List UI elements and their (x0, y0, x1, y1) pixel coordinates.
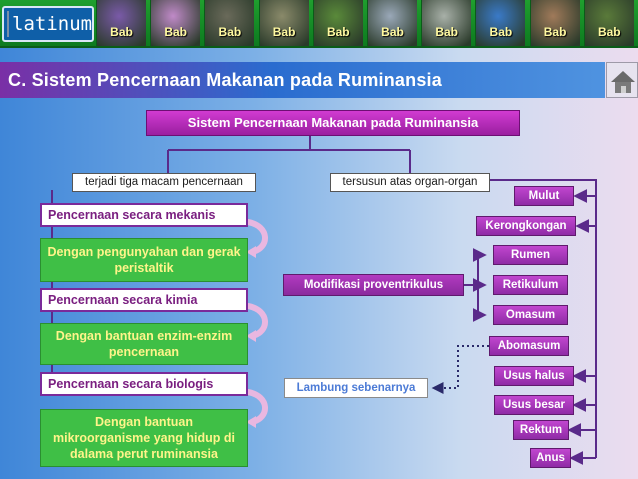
diagram-root: Sistem Pencernaan Makanan pada Ruminansia (146, 110, 520, 136)
detail-mekanis: Dengan pengunyahan dan gerak peristaltik (40, 238, 248, 282)
organ-omasum: Omasum (493, 305, 568, 325)
organ-rektum: Rektum (513, 420, 569, 440)
organ-usus-halus: Usus halus (494, 366, 574, 386)
organ-anus: Anus (530, 448, 571, 468)
chapter-tab-label: Bab (597, 25, 621, 39)
method-kimia: Pencernaan secara kimia (40, 288, 248, 312)
organ-rumen: Rumen (493, 245, 568, 265)
organ-mulut: Mulut (514, 186, 574, 206)
section-title: C. Sistem Pencernaan Makanan pada Ruminansia (8, 69, 442, 90)
chapter-tab-label: Bab (326, 25, 350, 39)
chapter-tab-label: Bab (218, 25, 242, 39)
chapter-tab-label: Bab (435, 25, 459, 39)
organ-retikulum: Retikulum (493, 275, 568, 295)
chapter-tab-label: Bab (543, 25, 567, 39)
chapter-tab-label: Bab (381, 25, 404, 39)
detail-biologis: Dengan bantuan mikroorganisme yang hidup di dalama perut ruminansia (40, 409, 248, 467)
chapter-tab-label: Bab (164, 25, 188, 39)
method-biologis: Pencernaan secara biologis (40, 372, 248, 396)
organ-usus-besar: Usus besar (494, 395, 574, 415)
detail-kimia: Dengan bantuan enzim-enzim pencernaan (40, 323, 248, 365)
organ-abomasum: Abomasum (489, 336, 569, 356)
left-branch-label: terjadi tiga macam pencernaan (72, 173, 256, 192)
organ-kerongkongan: Kerongkongan (476, 216, 576, 236)
chapter-tab-label: Bab (489, 25, 513, 39)
chapter-tab-label: Bab (110, 25, 133, 39)
method-mekanis: Pencernaan secara mekanis (40, 203, 248, 227)
right-branch-label: tersusun atas organ-organ (330, 173, 490, 192)
lambung-sebenarnya: Lambung sebenarnya (284, 378, 428, 398)
modifikasi-proventrikulus: Modifikasi proventrikulus (283, 274, 464, 296)
chapter-tab-label: Bab (272, 25, 296, 39)
logo-text: latinum (12, 13, 93, 35)
